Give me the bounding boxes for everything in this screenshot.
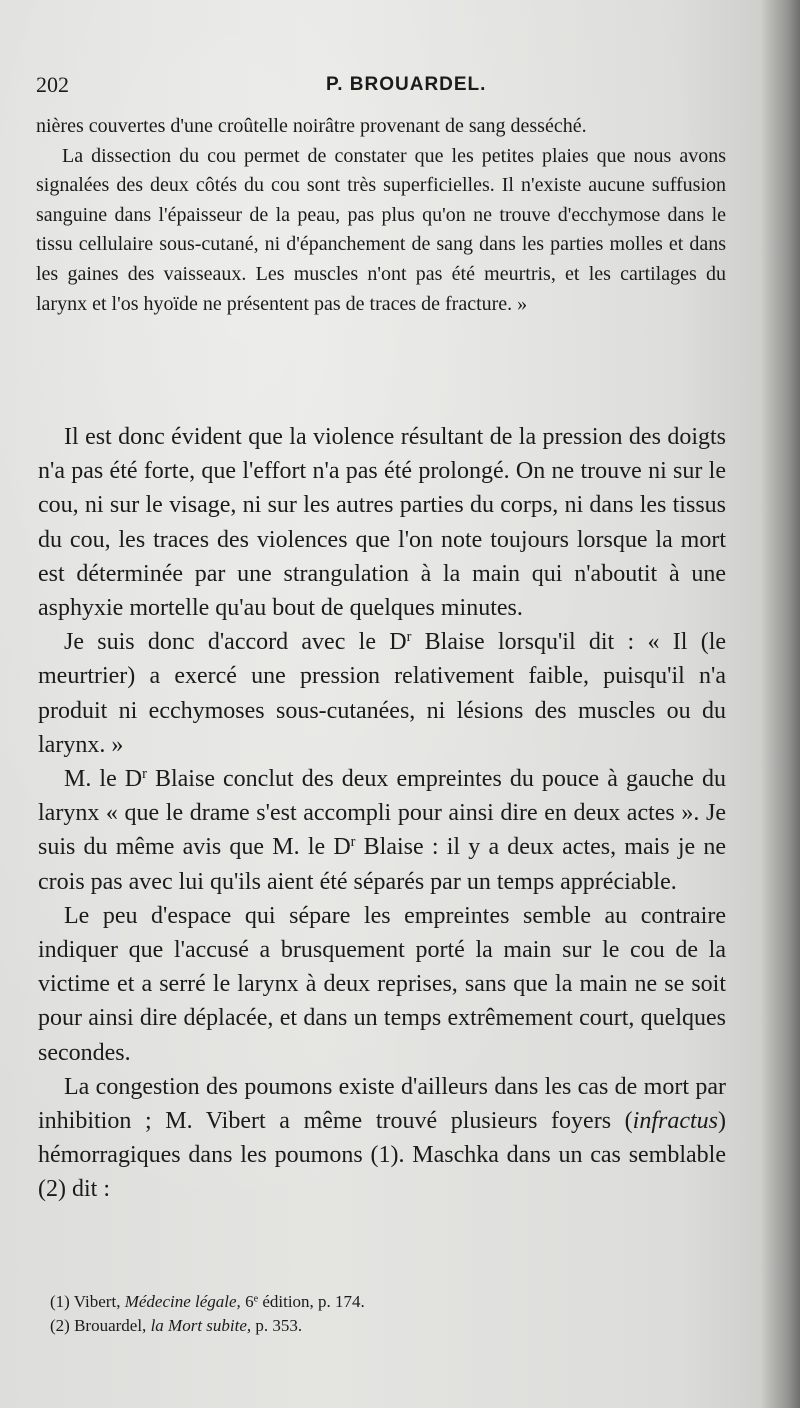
page-number: 202	[36, 72, 69, 97]
text-span: La congestion des poumons existe d'ailleurs dans les cas de mort par inhibition ; M. Vibert a même trouvé plusieurs foyers (	[38, 1073, 726, 1135]
superscript: r	[142, 766, 147, 783]
footnote-rest: p. 353.	[255, 1316, 303, 1335]
footnote-edition-number: 6	[245, 1292, 254, 1311]
text-span: ) hémorragiques dans les poumons (1). Maschka dans un cas semblable (2) dit :	[38, 1108, 726, 1203]
quote-paragraph: La dissection du cou permet de constater que les petites plaies que nous avons signalées des deux côtés du cou sont très superficielles. Il n'existe aucune suffusion sanguine dans l'épaisseur de la peau, pas plus qu'on ne trouve d'ecchymose dans le tissu cellulaire sous-cutané, ni d'épanchement de sang dans les parties molles et dans les gaines des vaisseaux. Les muscles n'ont pas été meurtris, et les cartilages du larynx et l'os hyoïde ne présentent pas de traces de fracture. »	[36, 144, 726, 315]
italic-term: infractus	[632, 1108, 718, 1135]
text-span: Blaise lorsqu'il dit : « Il (le meurtrier) a exercé une pression relativement faible, puisqu'il n'a produit ni ecchymoses sous-cutanées, ni lésions des muscles ou du larynx. »	[38, 629, 727, 758]
footnote-author: Brouardel,	[74, 1316, 147, 1335]
page-edge-shadow	[760, 0, 800, 1408]
paragraph-violence: Il est donc évident que la violence résultant de la pression des doigts n'a pas été forte, que l'effort n'a pas été prolongé. On ne trouve ni sur le cou, ni sur le visage, ni sur les autres parties du corps, ni dans les tissus du cou, les traces des violences que l'on note toujours lorsque la mort est déterminée par une strangulation à la main qui n'aboutit à une asphyxie mortelle qu'au bout de quelques minutes.	[38, 424, 726, 622]
footnote-author: Vibert,	[73, 1292, 121, 1311]
paragraph-congestion	[38, 1070, 726, 1207]
footnote-rest: édition, p. 174.	[262, 1292, 365, 1311]
footnote-number: (2)	[50, 1316, 70, 1335]
text-span: Blaise : il y a deux actes, mais je ne crois pas avec lui qu'ils aient été séparés par un temps appréciable.	[38, 834, 726, 895]
footnote-number: (1)	[50, 1292, 70, 1311]
footnotes	[50, 1290, 710, 1338]
footnote-1	[50, 1290, 710, 1314]
footnote-title: Médecine légale,	[124, 1292, 241, 1311]
main-text-block	[38, 420, 726, 1207]
superscript: r	[406, 629, 412, 646]
text-span: Blaise conclut des deux empreintes du pouce à gauche du larynx « que le drame s'est accompli pour ainsi dire en deux actes ». Je suis du même avis que M. le D	[38, 766, 727, 861]
quoted-report-block	[36, 112, 726, 319]
running-head: P. BROUARDEL.	[326, 74, 487, 95]
text-span: M. le D	[64, 766, 143, 793]
paragraph-deux-actes	[38, 762, 726, 899]
superscript: r	[350, 834, 356, 851]
quote-paragraph: nières couvertes d'une croûtelle noirâtre provenant de sang desséché.	[36, 115, 587, 137]
paragraph-empreintes: Le peu d'espace qui sépare les empreintes semble au contraire indiquer que l'accusé a brusquement porté la main sur le cou de la victime et a serré le larynx à deux reprises, sans que la main ne se soit pour ainsi dire déplacée, et dans un temps extrêmement court, quelques secondes.	[38, 902, 726, 1066]
paragraph-accord	[38, 625, 726, 762]
text-span: Je suis donc d'accord avec le D	[64, 629, 407, 656]
superscript: e	[253, 1293, 259, 1305]
page-header	[36, 72, 726, 102]
footnote-title: la Mort subite,	[150, 1316, 252, 1335]
footnote-2	[50, 1314, 710, 1338]
